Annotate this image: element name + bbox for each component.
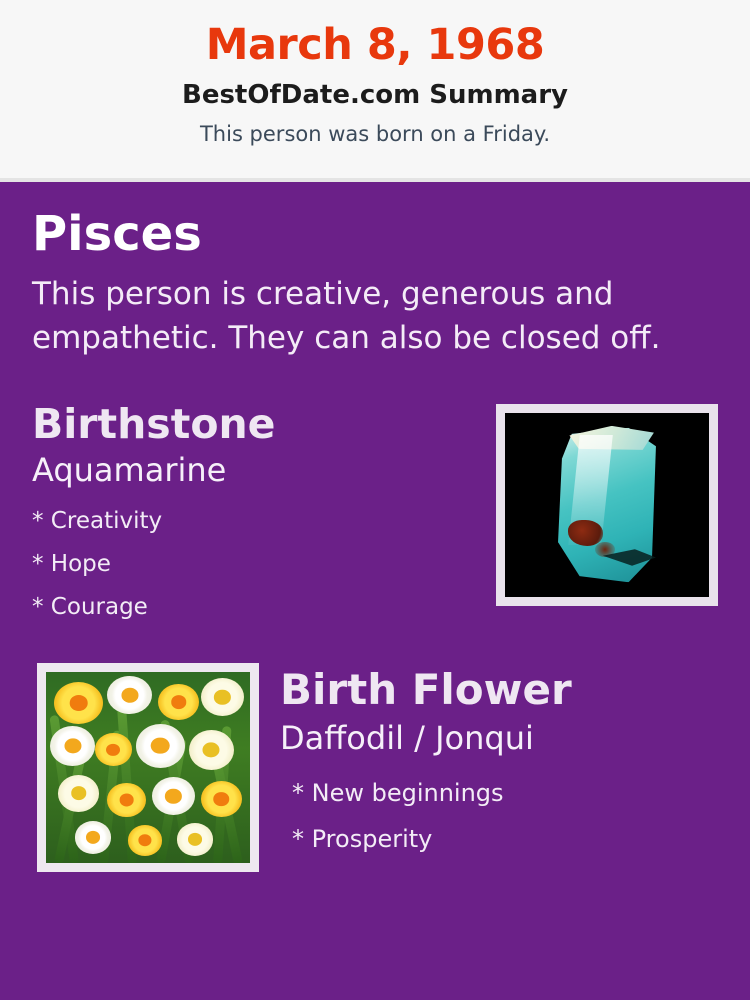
daffodil-bloom: [201, 678, 244, 716]
birth-flower-text: [280, 663, 718, 862]
zodiac-description: This person is creative, generous and empathetic. They can also be closed off.: [32, 276, 661, 357]
list-item: * Hope: [32, 551, 111, 578]
birth-flower-title: Birth Flower: [280, 665, 572, 715]
aquamarine-crystal-photo: [505, 413, 709, 597]
birthstone-section: [32, 400, 718, 629]
daffodil-bloom: [201, 781, 242, 817]
daffodil-bloom: [75, 821, 112, 853]
list-item: * New beginnings: [292, 779, 504, 808]
daffodil-bloom: [107, 783, 146, 817]
birthstone-traits: [32, 500, 472, 629]
daffodil-bloom: [177, 823, 214, 855]
birth-flower-section: [32, 663, 718, 878]
birth-flower-image-frame: [37, 663, 259, 872]
birthstone-text: [32, 400, 472, 629]
birthstone-title: Birthstone: [32, 400, 276, 449]
daffodil-bloom: [189, 730, 234, 770]
card-header: [0, 0, 750, 182]
daffodil-bloom: [128, 825, 163, 856]
daffodil-bloom: [107, 676, 152, 714]
daffodil-field-photo: [46, 672, 250, 863]
daffodil-bloom: [158, 684, 199, 720]
birth-flower-name: Daffodil / Jonqui: [280, 719, 534, 758]
crystal-inclusion: [568, 520, 603, 546]
daffodil-bloom: [95, 733, 132, 765]
birthstone-image-frame: [496, 404, 718, 606]
site-summary-label: BestOfDate.com Summary: [182, 80, 568, 110]
birthstone-name: Aquamarine: [32, 451, 227, 490]
details-panel: [0, 182, 750, 1000]
daffodil-bloom: [50, 726, 95, 766]
list-item: * Courage: [32, 594, 148, 621]
birth-flower-traits: [280, 770, 718, 862]
list-item: * Prosperity: [292, 825, 433, 854]
daffodil-bloom: [58, 775, 99, 811]
daffodil-bloom: [54, 682, 103, 724]
birth-day-note: This person was born on a Friday.: [199, 121, 551, 146]
daffodil-bloom: [152, 777, 195, 815]
zodiac-sign-title: Pisces: [32, 206, 202, 262]
daffodil-bloom: [136, 724, 185, 768]
list-item: * Creativity: [32, 508, 163, 535]
page-title: March 8, 1968: [205, 20, 545, 70]
